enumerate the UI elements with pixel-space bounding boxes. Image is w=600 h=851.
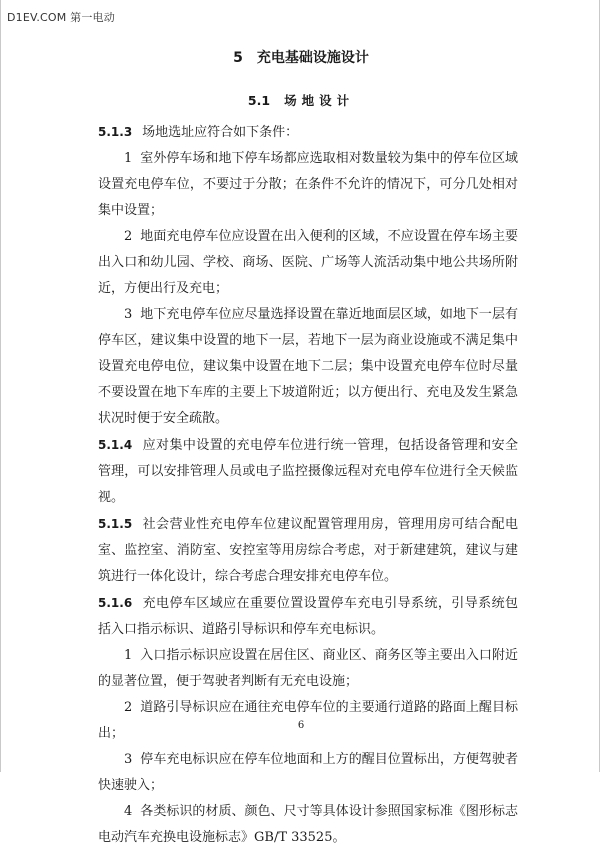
item-number: 1 <box>124 151 133 166</box>
item-text: 各类标识的材质、颜色、尺寸等具体设计参照国家标准《图形标志 电动汽车充换电设施标志》GB/T 33525。 <box>98 804 518 845</box>
item-number: 3 <box>124 752 133 767</box>
clause-number: 5.1.4 <box>98 438 133 452</box>
document-body <box>98 119 518 851</box>
item-text: 道路引导标识应在通往充电停车位的主要通行道路的路面上醒目标出； <box>98 700 518 741</box>
clause-item <box>98 224 518 302</box>
section-heading <box>1 91 600 109</box>
section-title: 场地设计 <box>284 93 355 108</box>
clause-5-1-6 <box>98 590 518 643</box>
clause-text: 应对集中设置的充电停车位进行统一管理，包括设备管理和安全管理，可以安排管理人员或电子监控摄像远程对充电停车位进行全天候监视。 <box>98 438 518 505</box>
chapter-number: 5 <box>233 50 243 66</box>
item-number: 3 <box>124 307 133 322</box>
clause-5-1-5 <box>98 511 518 590</box>
clause-number: 5.1.3 <box>98 125 133 139</box>
clause-text: 社会营业性充电停车位建议配置管理用房，管理用房可结合配电室、监控室、消防室、安控室等用房综合考虑，对于新建建筑，建议与建筑进行一体化设计，综合考虑合理安排充电停车位。 <box>98 517 518 584</box>
item-text: 地面充电停车位应设置在出入便利的区域，不应设置在停车场主要出入口和幼儿园、学校、商场、医院、广场等人流活动集中地公共场所附近，方便出行及充电； <box>98 229 518 296</box>
item-text: 地下充电停车位应尽量选择设置在靠近地面层区域，如地下一层有停车区，建议集中设置的地下一层，若地下一层为商业设施或不满足集中设置充电停电位，建议集中设置在地下二层；集中设置充电停车位时尽量不要设置在地下车库的主要上下坡道附近；以方便出行、充电及发生紧急状况时便于安全疏散。 <box>98 307 518 426</box>
item-text: 停车充电标识应在停车位地面和上方的醒目位置标出，方便驾驶者快速驶入； <box>98 752 518 793</box>
section-number: 5.1 <box>247 93 271 108</box>
clause-item <box>98 747 518 799</box>
item-number: 2 <box>124 700 133 715</box>
clause-number: 5.1.5 <box>98 517 133 531</box>
clause-5-1-4 <box>98 432 518 511</box>
chapter-title: 充电基础设施设计 <box>256 50 369 66</box>
chapter-heading <box>1 47 600 67</box>
item-number: 1 <box>124 648 133 663</box>
item-text: 入口指示标识应设置在居住区、商业区、商务区等主要出入口附近的显著位置，便于驾驶者判断有无充电设施； <box>98 648 518 689</box>
clause-item <box>98 146 518 224</box>
clause-5-1-3 <box>98 119 518 146</box>
clause-text: 场地选址应符合如下条件： <box>142 125 299 140</box>
clause-item <box>98 302 518 432</box>
clause-item <box>98 799 518 851</box>
page-number: 6 <box>297 720 305 731</box>
item-number: 2 <box>124 229 133 244</box>
item-number: 4 <box>124 804 133 819</box>
item-text: 室外停车场和地下停车场都应选取相对数量较为集中的停车位区域设置充电停车位，不要过于分散；在条件不允许的情况下，可分几处相对集中设置； <box>98 151 518 218</box>
clause-number: 5.1.6 <box>98 596 133 610</box>
clause-text: 充电停车区域应在重要位置设置停车充电引导系统，引导系统包括入口指示标识、道路引导标识和停车充电标识。 <box>98 596 518 637</box>
clause-item <box>98 643 518 695</box>
site-watermark: D1EV.COM 第一电动 <box>7 11 115 24</box>
